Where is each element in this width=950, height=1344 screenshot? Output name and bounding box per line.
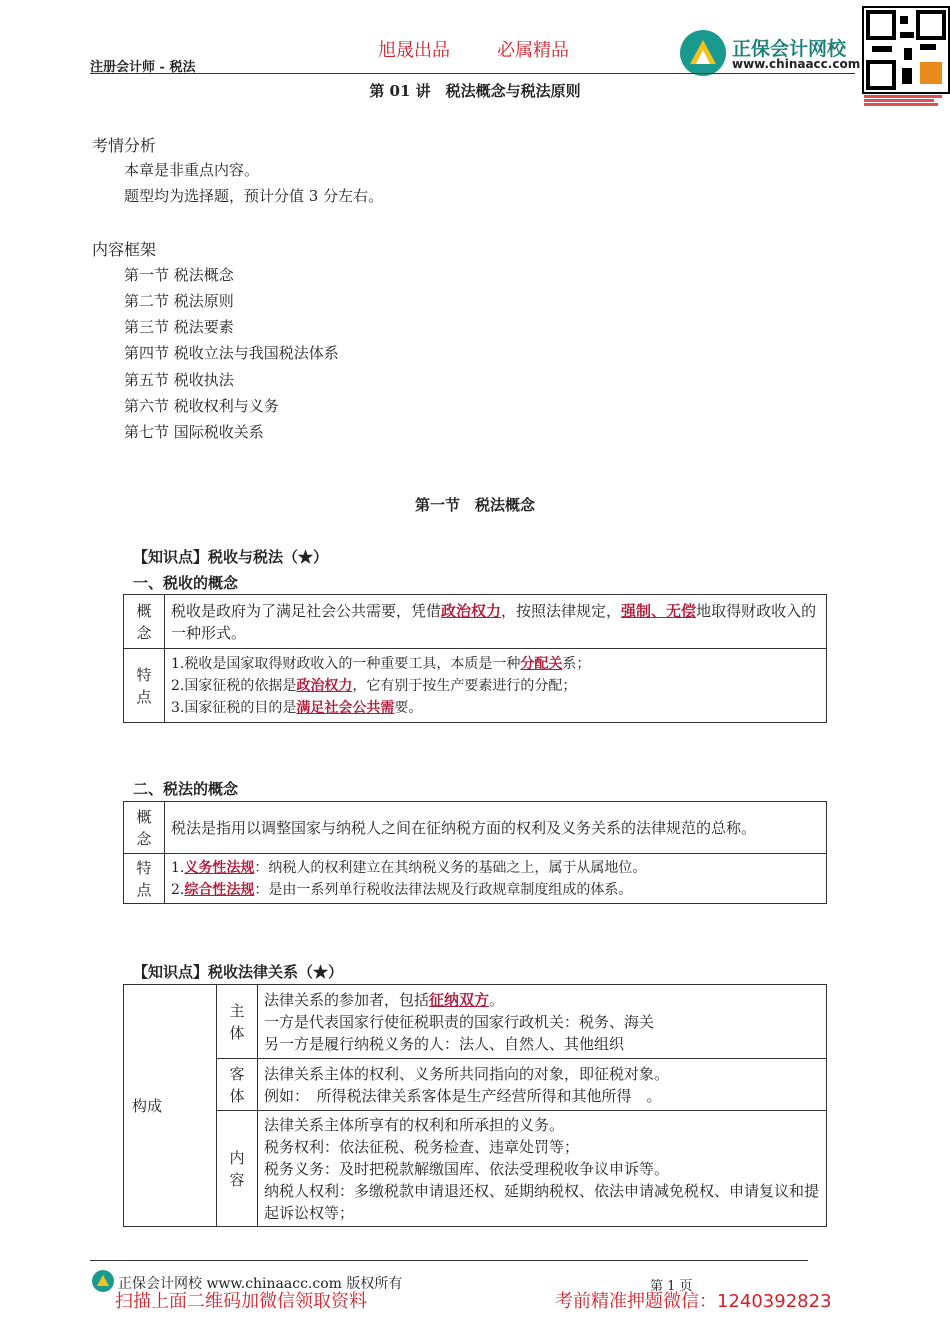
framework-item: 第五节 税收执法 [124, 371, 234, 389]
header-slogan-1: 旭晟出品 [378, 40, 450, 61]
promo-left[interactable]: 扫描上面二维码加微信领取资料 [115, 1291, 367, 1312]
framework-item: 第二节 税法原则 [124, 292, 234, 310]
header-left: 注册会计师 - 税法 [90, 60, 196, 75]
law-concept-cell: 税法是指用以调整国家与纳税人之间在征纳税方面的权利及义务关系的法律规范的总称。 [165, 802, 827, 854]
brand-url: www.chinaacc.com [732, 57, 861, 71]
footer-logo [92, 1270, 114, 1292]
object-cell: 法律关系主体的权利、义务所共同指向的对象，即征税对象。 例如： 所得税法律关系客体是生产经营所得和其他所得 。 [258, 1059, 827, 1111]
framework-item: 第六节 税收权利与义务 [124, 397, 279, 415]
kp1-sub2: 二、税法的概念 [133, 780, 239, 798]
kp1-sub1: 一、税收的概念 [133, 574, 239, 592]
object-label: 客体 [217, 1059, 258, 1111]
tax-relation-table [123, 984, 827, 1227]
feature-cell: 1.税收是国家取得财政收入的一种重要工具，本质是一种分配关系； 2.国家征税的依据是政治权力，它有别于按生产要素进行的分配； 3.国家征税的目的是满足社会公共需要。 [165, 649, 827, 723]
subject-label: 主体 [217, 985, 258, 1059]
framework-item: 第七节 国际税收关系 [124, 423, 264, 441]
footer-copyright: 正保会计网校 www.chinaacc.com 版权所有 [118, 1276, 403, 1292]
tax-law-table [123, 801, 827, 904]
brand-logo-icon [680, 30, 726, 76]
section-title: 第一节 税法概念 [414, 496, 535, 514]
content-label: 内容 [217, 1111, 258, 1227]
footer-rule [90, 1260, 808, 1261]
framework-item: 第三节 税法要素 [124, 318, 234, 336]
framework-heading: 内容框架 [92, 240, 157, 259]
tax-concept-table [123, 594, 827, 723]
framework-item: 第一节 税法概念 [124, 266, 234, 284]
footer-page: 第 1 页 [650, 1279, 693, 1294]
brand-name: 正保会计网校 [732, 38, 847, 60]
concept-label: 概念 [124, 595, 165, 649]
analysis-line-1: 本章是非重点内容。 [124, 161, 260, 179]
footer-logo-icon [92, 1270, 114, 1292]
content-cell: 法律关系主体所享有的权利和所承担的义务。 税务权利：依法征税、税务检查、违章处罚等； 税务义务：及时把税款解缴国库、依法受理税收争议申诉等。 纳税人权利：多缴税款申请退还权、延期纳税权、依法申请减免税权、申请复议和提起诉讼权等； [258, 1111, 827, 1227]
concept-cell: 税收是政府为了满足社会公共需要，凭借政治权力，按照法律规定，强制、无偿地取得财政收入的一种形式。 [165, 595, 827, 649]
brand-logo [680, 30, 726, 76]
analysis-line-2: 题型均为选择题，预计分值 3 分左右。 [124, 187, 384, 205]
kp2-title: 【知识点】税收法律关系（★） [133, 963, 344, 981]
law-concept-label: 概念 [124, 802, 165, 854]
feature-label: 特点 [124, 649, 165, 723]
subject-cell: 法律关系的参加者，包括征纳双方。 一方是代表国家行使征税职责的国家行政机关：税务、海关 另一方是履行纳税义务的人：法人、自然人、其他组织 [258, 985, 827, 1059]
framework-item: 第四节 税收立法与我国税法体系 [124, 344, 339, 362]
law-feature-label: 特点 [124, 854, 165, 904]
header-rule [90, 73, 855, 74]
promo-right[interactable]: 考前精准押题微信：1240392823 [555, 1291, 832, 1312]
header-slogan-2: 必属精品 [497, 40, 569, 61]
page-title: 第 01 讲 税法概念与税法原则 [369, 82, 581, 100]
group-label: 构成 [124, 985, 217, 1227]
kp1-title: 【知识点】税收与税法（★） [133, 548, 329, 566]
analysis-heading: 考情分析 [92, 136, 157, 155]
law-feature-cell: 1.义务性法规：纳税人的权利建立在其纳税义务的基础之上，属于从属地位。 2.综合性法规：是由一系列单行税收法律法规及行政规章制度组成的体系。 [165, 854, 827, 904]
